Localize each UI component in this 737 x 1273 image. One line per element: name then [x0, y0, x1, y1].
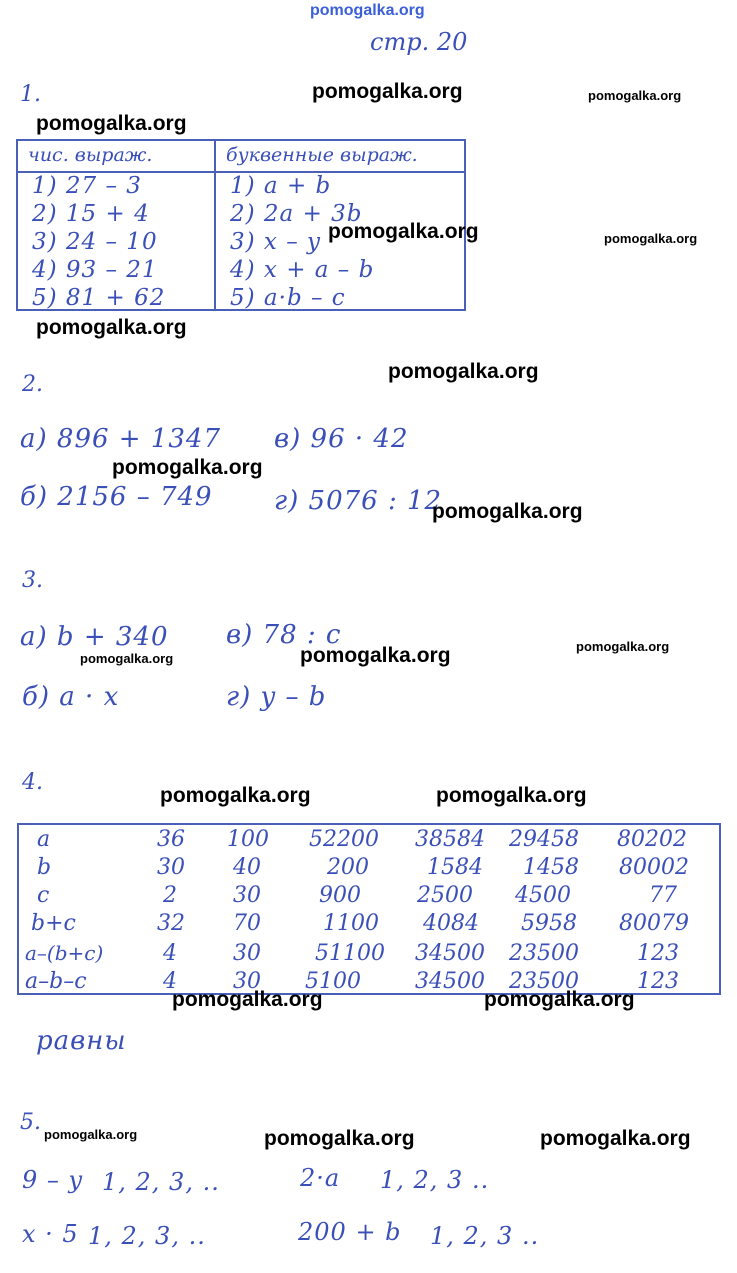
- task4-table: [17, 823, 721, 995]
- task4-cell: 51100: [315, 941, 385, 966]
- task3-a: а) b + 340: [20, 622, 169, 652]
- task5-r1-expr: 2·a: [300, 1164, 341, 1192]
- task4-row-label: c: [37, 883, 50, 908]
- watermark: pomogalka.org: [160, 784, 311, 807]
- watermark: pomogalka.org: [36, 316, 187, 339]
- task5-line1-vals: 1, 2, 3, ..: [102, 1168, 220, 1196]
- task4-cell: 34500: [415, 941, 485, 966]
- task4-cell: 36: [157, 827, 185, 852]
- task4-cell: 77: [649, 883, 677, 908]
- task4-cell: 30: [233, 969, 261, 994]
- task5-line2-expr: x · 5: [22, 1220, 79, 1248]
- task2-v: в) 96 · 42: [274, 424, 409, 454]
- task4-cell: 40: [233, 855, 261, 880]
- task5-line1-expr: 9 – y: [22, 1166, 84, 1194]
- task4-cell: 2: [163, 883, 177, 908]
- watermark: pomogalka.org: [300, 644, 451, 667]
- task4-cell: 38584: [415, 827, 485, 852]
- watermark: pomogalka.org: [604, 231, 698, 246]
- task1-right-2: 2) 2a + 3b: [230, 201, 363, 227]
- watermark: pomogalka.org: [588, 88, 682, 103]
- watermark: pomogalka.org: [172, 988, 323, 1011]
- task5-r1-vals: 1, 2, 3 ..: [380, 1166, 490, 1194]
- watermark: pomogalka.org: [388, 360, 539, 383]
- task3-g: г) y – b: [226, 682, 327, 712]
- task4-cell: 123: [637, 969, 679, 994]
- task4-cell: 2500: [417, 883, 473, 908]
- watermark: pomogalka.org: [80, 651, 174, 666]
- task4-cell: 52200: [309, 827, 379, 852]
- task1-right-1: 1) a + b: [230, 173, 332, 199]
- watermark: pomogalka.org: [36, 112, 187, 135]
- task4-cell: 23500: [509, 941, 579, 966]
- task4-cell: 23500: [509, 969, 579, 994]
- watermark-top: pomogalka.org: [310, 2, 425, 19]
- task1-header-left: чис. выраж.: [28, 144, 153, 166]
- task4-row-label: a: [37, 827, 51, 852]
- task5-r2-vals: 1, 2, 3 ..: [430, 1222, 540, 1250]
- task1-left-4: 4) 93 – 21: [32, 257, 158, 283]
- task4-cell: 5100: [305, 969, 361, 994]
- task2-number: 2.: [22, 372, 43, 397]
- task4-cell: 4500: [515, 883, 571, 908]
- task4-cell: 30: [157, 855, 185, 880]
- watermark: pomogalka.org: [540, 1127, 691, 1150]
- task4-cell: 70: [233, 911, 261, 936]
- task4-cell: 4: [163, 941, 177, 966]
- task4-cell: 123: [637, 941, 679, 966]
- task1-left-5: 5) 81 + 62: [32, 285, 166, 311]
- task4-cell: 1458: [523, 855, 579, 880]
- task4-row-label: a–(b+c): [25, 941, 104, 965]
- watermark: pomogalka.org: [112, 456, 263, 479]
- task4-row-label: b+c: [31, 911, 76, 936]
- task4-cell: 100: [227, 827, 269, 852]
- task4-note: равны: [36, 1026, 127, 1056]
- task4-row-label: b: [37, 855, 52, 880]
- task4-cell: 30: [233, 941, 261, 966]
- task3-v: в) 78 : c: [226, 620, 342, 650]
- task4-row-label: a–b–c: [25, 969, 87, 994]
- task1-right-4: 4) x + a – b: [230, 257, 375, 283]
- task3-number: 3.: [22, 568, 43, 593]
- task2-b: б) 2156 – 749: [20, 482, 213, 512]
- task2-a: а) 896 + 1347: [20, 424, 222, 454]
- watermark: pomogalka.org: [44, 1127, 138, 1142]
- task4-number: 4.: [22, 770, 43, 795]
- task1-left-1: 1) 27 – 3: [32, 173, 142, 199]
- watermark: pomogalka.org: [432, 500, 583, 523]
- watermark: pomogalka.org: [576, 639, 670, 654]
- task1-table-divider: [214, 141, 216, 309]
- task4-cell: 80002: [619, 855, 689, 880]
- watermark: pomogalka.org: [484, 988, 635, 1011]
- task1-right-5: 5) a·b – c: [230, 285, 346, 311]
- task2-g: г) 5076 : 12: [274, 486, 443, 516]
- task4-cell: 4: [163, 969, 177, 994]
- task4-cell: 30: [233, 883, 261, 908]
- page-header: стр. 20: [370, 28, 468, 56]
- task1-left-3: 3) 24 – 10: [32, 229, 158, 255]
- task1-right-3: 3) x – y: [230, 229, 322, 255]
- task4-cell: 200: [327, 855, 369, 880]
- task4-cell: 29458: [509, 827, 579, 852]
- task4-cell: 80202: [617, 827, 687, 852]
- task4-cell: 32: [157, 911, 185, 936]
- task1-header-right: буквенные выраж.: [226, 144, 418, 166]
- task4-cell: 5958: [521, 911, 577, 936]
- watermark: pomogalka.org: [328, 220, 479, 243]
- task4-cell: 34500: [415, 969, 485, 994]
- task5-line2-vals: 1, 2, 3, ..: [88, 1222, 206, 1250]
- task4-cell: 80079: [619, 911, 689, 936]
- task4-cell: 900: [319, 883, 361, 908]
- watermark: pomogalka.org: [312, 80, 463, 103]
- task4-cell: 4084: [423, 911, 479, 936]
- task5-r2-expr: 200 + b: [298, 1218, 402, 1246]
- watermark: pomogalka.org: [264, 1127, 415, 1150]
- task5-number: 5.: [20, 1110, 41, 1135]
- task1-number: 1.: [20, 82, 41, 107]
- task1-left-2: 2) 15 + 4: [32, 201, 150, 227]
- watermark: pomogalka.org: [436, 784, 587, 807]
- task3-b: б) a · x: [22, 682, 120, 712]
- task4-cell: 1100: [323, 911, 379, 936]
- task4-cell: 1584: [427, 855, 483, 880]
